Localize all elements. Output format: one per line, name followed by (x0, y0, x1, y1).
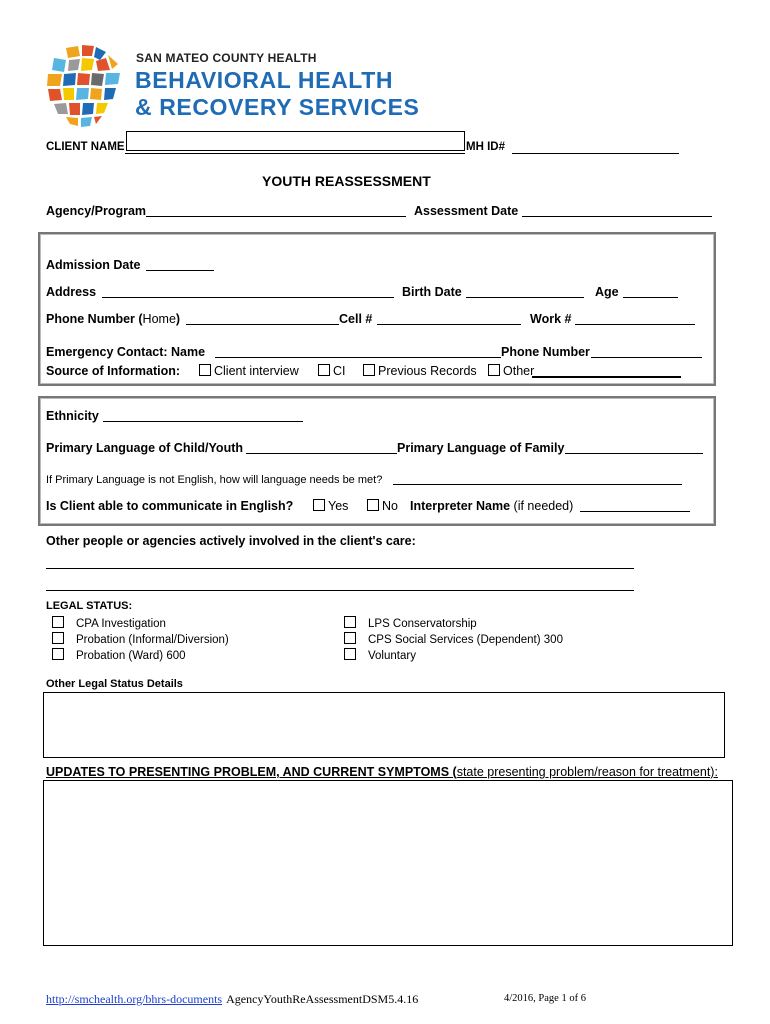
emergency-name-field[interactable] (215, 357, 501, 358)
client-name-underline (125, 153, 465, 154)
checkbox-icon[interactable] (363, 364, 375, 376)
other-people-line-1[interactable] (46, 568, 634, 569)
logo-tile (104, 88, 116, 100)
logo-tile (63, 88, 74, 100)
ethnicity-label: Ethnicity (46, 409, 99, 423)
checkbox-icon[interactable] (52, 616, 64, 628)
checkbox-icon[interactable] (199, 364, 211, 376)
home-phone-field[interactable] (186, 324, 339, 325)
org-top-label: SAN MATEO COUNTY HEALTH (136, 51, 317, 65)
checkbox-icon[interactable] (52, 648, 64, 660)
emergency-phone-label: Phone Number (501, 345, 590, 359)
primary-language-family-label: Primary Language of Family (397, 441, 565, 455)
checkbox-icon[interactable] (367, 499, 379, 511)
logo-tile (63, 73, 76, 86)
phone-number-label: Phone Number (Home) (46, 312, 181, 326)
agency-program-label: Agency/Program (46, 204, 147, 218)
mh-id-field[interactable] (512, 153, 679, 154)
source-ci-option[interactable]: CI (318, 364, 346, 378)
checkbox-icon[interactable] (344, 648, 356, 660)
logo-tile (54, 103, 68, 114)
checkbox-icon[interactable] (52, 632, 64, 644)
checkbox-icon[interactable] (344, 616, 356, 628)
assessment-date-field[interactable] (522, 216, 712, 217)
address-label: Address (46, 285, 97, 299)
other-people-line-2[interactable] (46, 590, 634, 591)
logo-tile (94, 47, 106, 60)
english-no-option[interactable]: No (367, 499, 398, 513)
legal-voluntary-option[interactable]: Voluntary (344, 648, 416, 662)
updates-presenting-problem-label: UPDATES TO PRESENTING PROBLEM, AND CURRENT SYMPTOMS (state presenting problem/reason for treatment): (46, 765, 718, 779)
updates-presenting-problem-textarea[interactable] (43, 780, 733, 946)
logo-tile (91, 73, 104, 86)
cell-label: Cell # (339, 312, 373, 326)
logo-tile (66, 46, 80, 58)
logo-tile (77, 73, 90, 85)
primary-language-family-field[interactable] (565, 453, 703, 454)
interpreter-name-field[interactable] (580, 511, 690, 512)
work-label: Work # (530, 312, 572, 326)
assessment-date-label: Assessment Date (414, 204, 519, 218)
logo-tile (96, 103, 108, 114)
checkbox-icon[interactable] (344, 632, 356, 644)
age-label: Age (595, 285, 619, 299)
logo-tile (90, 88, 102, 100)
legal-probation-informal-option[interactable]: Probation (Informal/Diversion) (52, 632, 229, 646)
bhrs-logo-icon (44, 44, 132, 128)
mh-id-label: MH ID# (466, 141, 505, 153)
logo-tile (52, 58, 66, 72)
source-of-info-label: Source of Information: (46, 364, 181, 378)
source-other-field[interactable] (532, 376, 681, 378)
logo-tile (82, 45, 94, 56)
checkbox-icon[interactable] (313, 499, 325, 511)
logo-tile (105, 73, 120, 85)
logo-tile (48, 89, 62, 101)
client-info-section (38, 232, 716, 386)
client-name-field[interactable] (126, 131, 465, 151)
legal-status-title: LEGAL STATUS: (46, 600, 133, 612)
emergency-phone-field[interactable] (591, 357, 702, 358)
logo-tile (66, 117, 78, 126)
birth-date-field[interactable] (466, 297, 584, 298)
emergency-contact-label: Emergency Contact: Name (46, 345, 206, 359)
primary-language-child-field[interactable] (246, 453, 397, 454)
logo-tile (96, 58, 110, 71)
other-legal-details-label: Other Legal Status Details (46, 678, 183, 690)
legal-lps-conservatorship-option[interactable]: LPS Conservatorship (344, 616, 477, 630)
logo-tile (68, 59, 80, 71)
logo-tile (81, 117, 92, 127)
language-needs-field[interactable] (393, 484, 682, 485)
bhrs-documents-link[interactable]: http://smchealth.org/bhrs-documents (46, 992, 223, 1006)
admission-date-field[interactable] (146, 270, 214, 271)
birth-date-label: Birth Date (402, 285, 462, 299)
logo-tile (76, 88, 89, 100)
checkbox-icon[interactable] (488, 364, 500, 376)
logo-tile (94, 116, 102, 124)
logo-tile (108, 55, 118, 69)
english-communication-question: Is Client able to communicate in English? (46, 499, 294, 513)
footer-doc-line: http://smchealth.org/bhrs-documents AgencyYouthReAssessmentDSM5.4.16 (46, 992, 419, 1006)
form-title: YOUTH REASSESSMENT (262, 173, 431, 189)
address-field[interactable] (102, 297, 394, 298)
logo-tile (69, 103, 80, 115)
work-phone-field[interactable] (575, 324, 695, 325)
cell-phone-field[interactable] (377, 324, 521, 325)
ethnicity-field[interactable] (103, 421, 303, 422)
english-yes-option[interactable]: Yes (313, 499, 348, 513)
source-client-interview-option[interactable]: Client interview (199, 364, 299, 378)
admission-date-label: Admission Date (46, 258, 141, 272)
legal-cpa-investigation-option[interactable]: CPA Investigation (52, 616, 166, 630)
agency-program-field[interactable] (146, 216, 406, 217)
other-legal-details-textarea[interactable] (43, 692, 725, 758)
primary-language-child-label: Primary Language of Child/Youth (46, 441, 244, 455)
org-name-line1: BEHAVIORAL HEALTH (135, 67, 394, 93)
other-people-agencies-label: Other people or agencies actively involved in the client's care: (46, 534, 416, 548)
source-other-option[interactable]: Other (488, 364, 534, 378)
interpreter-name-label: Interpreter Name (if needed) (410, 499, 574, 513)
logo-tile (82, 103, 94, 115)
logo-tile (47, 74, 62, 86)
client-name-label: CLIENT NAME (46, 141, 125, 153)
org-name-line2: & RECOVERY SERVICES (135, 94, 420, 120)
legal-cps-social-services-option[interactable]: CPS Social Services (Dependent) 300 (344, 632, 563, 646)
checkbox-icon[interactable] (318, 364, 330, 376)
footer-page-info: 4/2016, Page 1 of 6 (504, 993, 586, 1004)
logo-tile (81, 58, 94, 71)
source-previous-records-option[interactable]: Previous Records (363, 364, 477, 378)
language-needs-question: If Primary Language is not English, how will language needs be met? (46, 474, 383, 486)
legal-probation-ward-option[interactable]: Probation (Ward) 600 (52, 648, 186, 662)
age-field[interactable] (623, 297, 678, 298)
